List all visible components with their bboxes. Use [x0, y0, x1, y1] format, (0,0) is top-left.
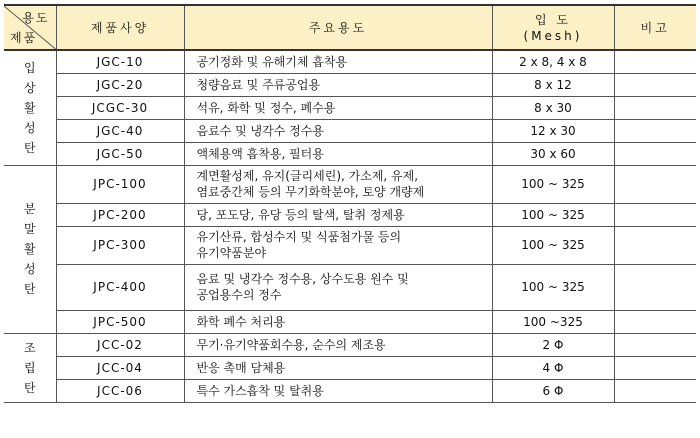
- remark-cell: [614, 379, 696, 402]
- size-cell: 8 x 12: [492, 73, 614, 96]
- usage-line: 무기·유기약품회수용, 순수의 제조용: [196, 337, 386, 352]
- corner-header-cell: [4, 5, 56, 50]
- remark-cell: [614, 50, 696, 73]
- table-row: [4, 73, 696, 96]
- table-row: [4, 119, 696, 142]
- table-row: [4, 310, 696, 333]
- usage-line: 청량음료 및 주류공업용: [196, 77, 321, 92]
- usage-line: 염료중간체 등의 무기화학분야, 토양 개량제: [196, 185, 425, 199]
- table-row: [4, 203, 696, 226]
- remark-header: 비고: [614, 5, 696, 50]
- remark-cell: [614, 142, 696, 165]
- usage-line: 음료 및 냉각수 정수용, 상수도용 원수 및: [196, 272, 409, 286]
- usage-cell: [184, 119, 492, 142]
- group-label-char: 탄: [23, 140, 36, 155]
- group-label-char: 탄: [23, 282, 36, 296]
- group-label-char: 분: [23, 202, 36, 216]
- table-row: [4, 356, 696, 379]
- model-cell: JPC-500: [56, 310, 184, 333]
- table-row: [4, 226, 696, 264]
- size-cell: 4 Φ: [492, 356, 614, 379]
- usage-line: 당, 포도당, 유당 등의 탈색, 탈취 정제용: [196, 207, 405, 222]
- table-row: [4, 379, 696, 402]
- size-cell: 100 ~ 325: [492, 203, 614, 226]
- model-cell: JCGC-30: [56, 96, 184, 119]
- model-cell: JGC-10: [56, 50, 184, 73]
- usage-line: 화학 폐수 처리용: [196, 314, 286, 329]
- size-header-line1: 입 도: [535, 12, 571, 27]
- usage-cell: [184, 264, 492, 310]
- remark-cell: [614, 203, 696, 226]
- remark-cell: [614, 310, 696, 333]
- table-row: [4, 165, 696, 203]
- size-cell: 100 ~ 325: [492, 264, 614, 310]
- header-row: [4, 5, 696, 50]
- remark-cell: [614, 333, 696, 356]
- usage-line: 액체용액 흡착용, 필터용: [196, 146, 324, 161]
- usage-cell: [184, 203, 492, 226]
- table-row: [4, 264, 696, 310]
- size-cell: 2 x 8, 4 x 8: [492, 50, 614, 73]
- model-cell: JCC-04: [56, 356, 184, 379]
- remark-cell: [614, 264, 696, 310]
- remark-cell: [614, 119, 696, 142]
- size-header-line2: (Mesh): [523, 28, 583, 43]
- usage-line: 특수 가스흡착 및 탈취용: [196, 383, 324, 398]
- usage-cell: [184, 356, 492, 379]
- table-row: [4, 333, 696, 356]
- group-label-char: 탄: [23, 380, 36, 395]
- group-label-char: 성: [23, 262, 36, 276]
- group-label-char: 입: [23, 60, 36, 75]
- table-row: [4, 50, 696, 73]
- usage-line: 유기약품분야: [196, 246, 267, 260]
- usage-cell: [184, 333, 492, 356]
- group-label-char: 상: [23, 80, 36, 95]
- usage-cell: [184, 142, 492, 165]
- usage-header: 주요용도: [184, 5, 492, 50]
- group-label-char: 성: [23, 120, 36, 135]
- group-label-char: 활: [23, 242, 36, 256]
- activated-carbon-spec-table: [4, 4, 696, 403]
- usage-line: 공기정화 및 유해기체 흡착용: [196, 54, 348, 69]
- usage-line: 공업용수의 정수: [196, 288, 282, 302]
- model-cell: JPC-300: [56, 226, 184, 264]
- size-cell: 100 ~325: [492, 310, 614, 333]
- table-row: [4, 142, 696, 165]
- model-cell: JPC-100: [56, 165, 184, 203]
- remark-cell: [614, 96, 696, 119]
- model-cell: JPC-200: [56, 203, 184, 226]
- size-cell: 100 ~ 325: [492, 226, 614, 264]
- table-row: [4, 96, 696, 119]
- model-cell: JPC-400: [56, 264, 184, 310]
- remark-cell: [614, 73, 696, 96]
- table-body: [4, 5, 696, 402]
- usage-cell: [184, 226, 492, 264]
- size-cell: 2 Φ: [492, 333, 614, 356]
- spec-header: 제품사양: [56, 5, 184, 50]
- usage-cell: [184, 96, 492, 119]
- model-cell: JGC-20: [56, 73, 184, 96]
- group-label-cell: [4, 165, 56, 333]
- size-cell: 100 ~ 325: [492, 165, 614, 203]
- usage-cell: [184, 379, 492, 402]
- usage-line: 석유, 화학 및 정수, 폐수용: [196, 100, 336, 115]
- group-label-char: 조: [23, 340, 36, 355]
- model-cell: JCC-06: [56, 379, 184, 402]
- corner-usage-label: 용도: [22, 11, 50, 25]
- usage-line: 음료수 및 냉각수 정수용: [196, 123, 324, 138]
- usage-cell: [184, 165, 492, 203]
- size-cell: 6 Φ: [492, 379, 614, 402]
- usage-cell: [184, 310, 492, 333]
- model-cell: JGC-50: [56, 142, 184, 165]
- group-label-char: 립: [23, 360, 36, 375]
- size-header: [492, 5, 614, 50]
- usage-cell: [184, 50, 492, 73]
- remark-cell: [614, 356, 696, 379]
- group-label-cell: [4, 50, 56, 165]
- remark-cell: [614, 226, 696, 264]
- usage-line: 계면활성제, 유지(글리세린), 가소제, 유제,: [196, 169, 419, 183]
- size-cell: 30 x 60: [492, 142, 614, 165]
- usage-line: 유기산류, 합성수지 및 식품첨가물 등의: [196, 230, 402, 244]
- group-label-cell: [4, 333, 56, 402]
- size-cell: 8 x 30: [492, 96, 614, 119]
- model-cell: JGC-40: [56, 119, 184, 142]
- size-cell: 12 x 30: [492, 119, 614, 142]
- usage-line: 반응 촉매 담체용: [196, 360, 286, 375]
- remark-cell: [614, 165, 696, 203]
- group-label-char: 활: [23, 100, 36, 115]
- model-cell: JCC-02: [56, 333, 184, 356]
- group-label-char: 말: [23, 222, 36, 236]
- corner-product-label: 제품: [10, 31, 38, 45]
- usage-cell: [184, 73, 492, 96]
